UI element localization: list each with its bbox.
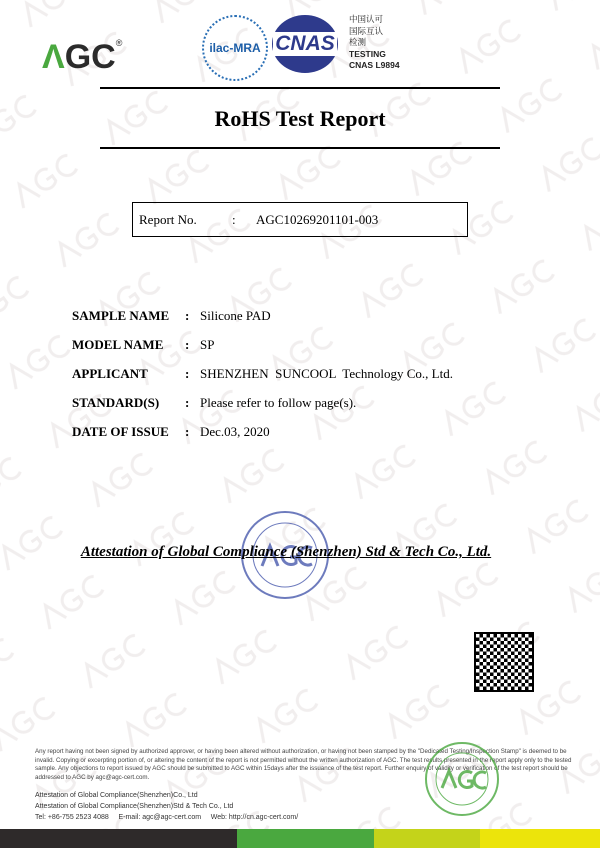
colon: :: [185, 337, 190, 352]
address-line: Attestation of Global Compliance(Shenzhen)Co., Ltd: [35, 792, 198, 799]
qr-code: [474, 632, 534, 692]
field-value: Silicone PAD: [200, 308, 271, 323]
report-number-box: [132, 202, 468, 237]
contact-line: Tel: +86-755 2523 4088 E-mail: agc@agc-cert.com Web: http://cn.agc-cert.com/: [35, 814, 299, 821]
cnas-text: [349, 14, 400, 72]
cnas-line: CNAS L9894: [349, 60, 400, 70]
field-label: SAMPLE NAME: [72, 308, 170, 323]
cnas-logo: CNAS: [272, 15, 338, 73]
field-value: Dec.03, 2020: [200, 424, 270, 439]
report-number-value: AGC10269201101-003: [256, 212, 379, 227]
agc-logo: ΛGC®: [42, 38, 123, 76]
divider: [100, 87, 500, 89]
colon: :: [185, 308, 190, 323]
report-number-label: Report No.: [139, 212, 197, 227]
field-label: MODEL NAME: [72, 337, 164, 352]
cnas-line: TESTING: [349, 48, 386, 59]
footer-bar: [0, 829, 600, 848]
field-label: STANDARD(S): [72, 395, 160, 410]
disclaimer: Any report having not been signed by authorized approver, or having been altered without authorization, or having not been stamped by the "Dedicated Testing/Inspection Stamp" is deemed to be invalid. Copying or excerpting portion of, or altering the content of the report is not permitted without the written authorization of AGC. The test results presented in the report apply only to the tested sample. Any objections to report issued by AGC should be submitted to AGC within 15days after the issuance of the test report. Further enquiry of validity or verification of the test report should be addressed to AGC by agc@agc-cert.com.: [35, 748, 572, 781]
cnas-line: 国际互认: [349, 25, 384, 36]
field-value: SP: [200, 337, 215, 352]
field-value: SHENZHEN SUNCOOL Technology Co., Ltd.: [200, 366, 453, 381]
colon: :: [185, 366, 190, 381]
ilac-mra-logo: ilac-MRA: [202, 15, 268, 81]
page-title: RoHS Test Report: [214, 106, 386, 131]
divider: [100, 147, 500, 149]
field-label: DATE OF ISSUE: [72, 424, 169, 439]
address-line: Attestation of Global Compliance(Shenzhen)Std & Tech Co., Ltd: [35, 803, 234, 810]
stamp-green: [424, 741, 500, 817]
colon: :: [185, 395, 190, 410]
colon: :: [232, 212, 236, 227]
field-label: APPLICANT: [72, 366, 148, 381]
cnas-line: 中国认可: [349, 14, 384, 24]
field-value: Please refer to follow page(s).: [200, 395, 357, 410]
company-name: Attestation of Global Compliance (Shenzhen) Std & Tech Co., Ltd.: [80, 544, 492, 560]
colon: :: [185, 424, 190, 439]
cnas-line: 检测: [349, 37, 367, 47]
